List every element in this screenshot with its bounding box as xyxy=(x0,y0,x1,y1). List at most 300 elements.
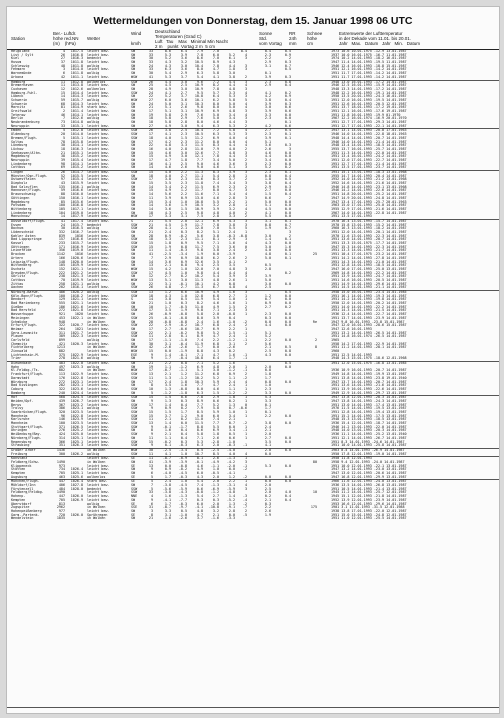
cell-wind-speed: 25 xyxy=(148,83,153,88)
cell-sonne: 0.1 xyxy=(264,410,271,414)
cell-wind-speed: 11 xyxy=(148,417,153,422)
cell-max: 10.3 xyxy=(194,379,203,384)
cell-tau: 3.7 xyxy=(180,74,187,79)
cell-wind-speed: 3 xyxy=(150,508,153,513)
cell-wind-dir: SW xyxy=(131,154,136,159)
cell-tau: 0.3 xyxy=(180,301,187,306)
cell-tau: 2.5 xyxy=(180,128,187,133)
cell-wind-speed: 18 xyxy=(148,210,153,215)
cell-rr: 0.3 xyxy=(284,143,291,148)
cell-wind-speed: 26 xyxy=(148,128,153,133)
cell-wind-dir: WSW xyxy=(131,214,138,219)
weather-table xyxy=(7,50,499,521)
cell-luft: 4.1 xyxy=(164,161,171,166)
cell-min: 2.0 xyxy=(212,443,219,448)
cell-min-nacht: 4 xyxy=(244,270,247,275)
cell-wind-speed: 22 xyxy=(148,330,153,335)
cell-wetter: leicht bew. xyxy=(87,241,110,246)
cell-min: 4.6 xyxy=(212,386,219,391)
cell-max: 2.4 xyxy=(196,319,203,324)
header-temperaturen: Deutschland Temperaturen (Grad C) Luft Tau Max Minimal Min Nacht 2 m punkt Vortag 2 m 5 cm xyxy=(155,29,228,49)
cell-min-5cm: 0.7 xyxy=(228,406,235,411)
cell-sonne: 5.6 xyxy=(264,341,271,346)
cell-rr: 0.0 xyxy=(284,352,291,357)
cell-min: 7.9 xyxy=(212,146,219,151)
cell-luftdruck: 1011.8 xyxy=(70,71,83,76)
cell-min-5cm: 1.7 xyxy=(228,356,235,361)
cell-rr: 0.4 xyxy=(284,173,291,178)
cell-station: Manschnow xyxy=(11,214,30,219)
cell-tau: -1.7 xyxy=(178,424,187,429)
cell-extremwerte: 1951 13.2 14.01.1993 -26.5 14.01.1987 xyxy=(331,330,407,335)
cell-tau: 1.2 xyxy=(180,372,187,377)
cell-min-nacht: 3 xyxy=(244,120,247,125)
cell-wetter: leicht bew. xyxy=(87,109,110,113)
cell-min-nacht: -2 xyxy=(242,390,247,395)
cell-schnee: Re xyxy=(312,319,317,324)
cell-tau: 1.8 xyxy=(180,379,187,384)
cell-extremwerte: 1951 12.0 16.01.1993 -19.5 14.01.1987 xyxy=(331,97,407,102)
cell-tau: 0.4 xyxy=(180,432,187,437)
cell-sonne: 3.9 xyxy=(264,109,271,113)
cell-station: Lindenberg xyxy=(11,161,32,166)
cell-luft: 5.3 xyxy=(164,74,171,79)
cell-tau: -1.8 xyxy=(178,390,187,395)
cell-rr: 0.7 xyxy=(284,226,291,231)
cell-station: Potsdam xyxy=(11,203,26,208)
cell-min-5cm: -0.3 xyxy=(226,233,235,238)
cell-min-5cm: 1.6 xyxy=(228,241,235,246)
cell-min: 2.0 xyxy=(212,474,219,479)
cell-min-nacht: 3 xyxy=(244,459,247,464)
cell-min-5cm: 1.3 xyxy=(228,501,235,506)
cell-station: Leinefelde xyxy=(11,248,32,253)
cell-min-nacht: 1 xyxy=(244,312,247,317)
cell-min-5cm: 2.4 xyxy=(228,323,235,328)
cell-extremwerte: 1951 12.7 17.01.1993 -29.3 14.01.1987 xyxy=(331,120,407,125)
cell-min-nacht: -1 xyxy=(242,443,247,448)
cell-min-nacht: 1 xyxy=(244,479,247,484)
cell-sonne: 4.2 xyxy=(264,123,271,128)
cell-schnee: 80 xyxy=(312,459,317,464)
cell-wetter: leicht bew. xyxy=(87,248,110,253)
cell-hoehe: 33 xyxy=(60,123,65,128)
cell-hoehe: 813 xyxy=(58,501,65,506)
cell-station: Hamburg xyxy=(11,79,26,84)
cell-wind-speed: 15 xyxy=(148,266,153,271)
cell-rr: 0.4 xyxy=(284,494,291,499)
cell-tau: 2.7 xyxy=(180,285,187,290)
cell-extremwerte: 1951 12.8 14.01.1993 -19.4 13.01.1987 xyxy=(331,410,407,414)
cell-wind-dir: SW xyxy=(131,319,136,324)
cell-max: 9.8 xyxy=(196,270,203,275)
cell-sonne: 2.9 xyxy=(264,60,271,65)
cell-luft: -2.6 xyxy=(162,345,171,350)
cell-wetter: leicht bew. xyxy=(87,263,110,268)
cell-wetter: leicht bew. xyxy=(87,214,110,219)
cell-min-5cm: -4.8 xyxy=(226,490,235,495)
cell-hoehe: 375 xyxy=(58,352,65,357)
cell-min-nacht: 3 xyxy=(244,79,247,84)
cell-extremwerte: 1949 14.8 14.01.1993 -19.9 13.01.1987 xyxy=(331,372,407,377)
cell-luft: 2.1 xyxy=(164,417,171,422)
cell-tau: -3.9 xyxy=(178,459,187,464)
cell-max: 4.8 xyxy=(196,508,203,513)
cell-luftdruck: 1014.0 xyxy=(70,132,83,137)
cell-wind-speed: 19 xyxy=(148,112,153,117)
cell-min-5cm: -0.3 xyxy=(226,443,235,448)
cell-min-5cm: 1.4 xyxy=(228,494,235,499)
cell-max: 10.5 xyxy=(194,132,203,137)
cell-min-5cm: -3.1 xyxy=(226,483,235,488)
cell-rr: 0.0 xyxy=(284,157,291,162)
cell-hoehe: 320 xyxy=(58,410,65,414)
cell-sonne: 0.0 xyxy=(264,479,271,484)
cell-wetter: leicht bew. xyxy=(87,494,110,499)
cell-rr: 2 xyxy=(288,233,291,238)
cell-min-5cm: 5.3 xyxy=(228,123,235,128)
cell-min-nacht: -0.8 xyxy=(238,233,247,238)
cell-sonne: 2.7 xyxy=(264,128,271,133)
cell-min-nacht: 1 xyxy=(244,413,247,418)
cell-min: 1.0 xyxy=(212,467,219,472)
cell-wind-speed: 28 xyxy=(148,226,153,231)
cell-wind-dir: SSW xyxy=(131,432,138,437)
cell-min-5cm: 4.0 xyxy=(228,210,235,215)
cell-extremwerte: 1936 10.9 16.01.1993 -20.7 14.01.1987 xyxy=(331,368,407,373)
cell-max: 10.5 xyxy=(194,203,203,208)
cell-wind-speed: 24 xyxy=(148,90,153,95)
cell-wind-speed: 17 xyxy=(148,337,153,342)
cell-luft: -1.1 xyxy=(162,337,171,342)
cell-luftdruck: 1021.1 xyxy=(70,266,83,271)
cell-extremwerte: 1951 10.4 17.01.1975 -23.2 14.01.1987 xyxy=(331,252,407,257)
cell-rr: 0.0 xyxy=(284,301,291,306)
cell-extremwerte: 1947 13.2 14.01.1993 -23.0 13.01.1987 xyxy=(331,467,407,472)
cell-wetter: leicht bew. xyxy=(87,361,110,366)
cell-wetter: leicht bew. xyxy=(87,443,110,448)
cell-wind-dir: SW xyxy=(131,263,136,268)
cell-tau: 0.9 xyxy=(180,241,187,246)
cell-hoehe: 59 xyxy=(60,188,65,193)
cell-luftdruck: 1014.0 xyxy=(70,67,83,72)
cell-rr: 0.4 xyxy=(284,192,291,197)
cell-luftdruck: 1019.9 xyxy=(70,277,83,282)
cell-extremwerte: 1951 10.0 14.01.1993 -25.8 14.01.1987 xyxy=(331,443,407,448)
cell-luft: 2.7 xyxy=(164,274,171,279)
cell-sonne: 2.3 xyxy=(264,116,271,121)
cell-station: Feldberg/Schw. xyxy=(11,459,40,464)
cell-station: Neuruppin xyxy=(11,123,30,128)
cell-wetter: leicht bew. xyxy=(87,293,110,298)
cell-max: 7.1 xyxy=(196,435,203,440)
cell-station: Magdeburg xyxy=(11,154,30,159)
cell-sonne: 2.2 xyxy=(264,56,271,61)
cell-rr: 0.5 xyxy=(284,345,291,350)
cell-rr: 0.0 xyxy=(284,206,291,211)
cell-hoehe: 264 xyxy=(58,326,65,331)
cell-min: 6.9 xyxy=(212,428,219,433)
cell-min: 7.8 xyxy=(212,86,219,91)
cell-hoehe: 322 xyxy=(58,386,65,391)
cell-luftdruck: 1016.8 xyxy=(70,203,83,208)
cell-wind-speed: 16 xyxy=(148,161,153,166)
cell-rr: 0.9 xyxy=(284,52,291,57)
cell-wetter: leicht bew. xyxy=(87,139,110,144)
cell-luft: 0.0 xyxy=(164,349,171,353)
cell-extremwerte: 1947 13.0 12.01.1993 -20.6 14.01.1987 xyxy=(331,471,407,475)
cell-min-nacht: 1 xyxy=(244,432,247,437)
cell-min: -0.5 xyxy=(210,471,219,475)
cell-wind-dir: SW xyxy=(131,356,136,361)
cell-hoehe: 38 xyxy=(60,154,65,159)
cell-sonne: 3.1 xyxy=(264,218,271,223)
cell-min-nacht: 2 xyxy=(244,508,247,513)
cell-sonne: 2.2 xyxy=(264,337,271,342)
cell-min-5cm: 3.6 xyxy=(228,161,235,166)
cell-extremwerte: 1947 13.8 14.01.1993 -24.3 14.01.1987 xyxy=(331,398,407,403)
cell-hoehe: 258 xyxy=(58,281,65,286)
cell-luftdruck: 1026.0 xyxy=(70,512,83,517)
cell-rr: 0.2 xyxy=(284,165,291,170)
cell-sonne: 2.3 xyxy=(264,52,271,57)
cell-sonne: 0.2 xyxy=(264,494,271,499)
cell-min-nacht: -1 xyxy=(242,463,247,468)
cell-tau: 1.0 xyxy=(180,270,187,275)
cell-min-5cm: 0.0 xyxy=(228,424,235,429)
cell-wind-dir: SW xyxy=(131,184,136,189)
cell-wetter: leicht bew. xyxy=(87,165,110,170)
cell-wind-speed: 21 xyxy=(148,516,153,521)
cell-luftdruck: 1025.1 xyxy=(70,435,83,440)
cell-min-nacht: -2 xyxy=(242,474,247,479)
cell-extremwerte: 1950 13.5 20.01.1993 -24.3 16.01.1987 xyxy=(331,94,407,99)
cell-luft: 8.6 xyxy=(164,49,171,53)
cell-wind-speed: 9 xyxy=(150,443,153,448)
cell-extremwerte: 1951 14.3 14.01.1993 -21.0 14.01.1987 xyxy=(331,259,407,264)
cell-wetter: in Wolken xyxy=(87,315,106,320)
cell-luftdruck: 1026.4 xyxy=(70,467,83,472)
cell-max: 7.7 xyxy=(196,383,203,388)
cell-max: 11.6 xyxy=(194,192,203,197)
cell-min-nacht: 1 xyxy=(244,301,247,306)
cell-station: Kl.Feldbg./Ts. xyxy=(11,368,40,373)
cell-station: Brocken xyxy=(11,252,26,257)
cell-min-5cm: 3.0 xyxy=(228,71,235,76)
cell-tau: 3.2 xyxy=(180,60,187,65)
cell-station: Münster/Osn.Flugh. xyxy=(11,173,48,178)
cell-min-5cm: 2.2 xyxy=(228,199,235,204)
cell-hoehe: 85 xyxy=(60,199,65,204)
cell-tau: -0.3 xyxy=(178,474,187,479)
cell-luft: 5.1 xyxy=(164,277,171,282)
cell-max: 10.8 xyxy=(194,356,203,361)
cell-wind-dir: SSW xyxy=(131,270,138,275)
cell-rr: 0.1 xyxy=(284,135,291,140)
cell-luftdruck: 1015.7 xyxy=(70,241,83,246)
cell-min-nacht: 3 xyxy=(244,237,247,242)
cell-tau: 1.0 xyxy=(180,293,187,298)
cell-station: Trolsy xyxy=(11,406,24,411)
cell-station: Öhringen xyxy=(11,428,28,433)
cell-min-nacht: 3 xyxy=(244,154,247,159)
cell-wind-dir: SSW xyxy=(131,135,138,140)
cell-max: 9.8 xyxy=(196,105,203,110)
cell-min: 6.9 xyxy=(212,135,219,140)
cell-wind-speed: 13 xyxy=(148,463,153,468)
cell-station: Cottbus xyxy=(11,165,26,170)
cell-wind-speed: 33 xyxy=(148,60,153,65)
cell-luft: 1.2 xyxy=(164,290,171,294)
cell-hoehe: 486 xyxy=(58,290,65,294)
cell-wind-dir: SW xyxy=(131,459,136,464)
cell-hoehe: 5 xyxy=(62,135,65,140)
cell-tau: -0.8 xyxy=(178,463,187,468)
cell-max: 8.9 xyxy=(196,334,203,339)
cell-station: Helgoland xyxy=(11,49,30,53)
cell-min: 0.0 xyxy=(212,345,219,350)
cell-hoehe: 332 xyxy=(58,230,65,234)
cell-min-nacht: -2 xyxy=(242,319,247,324)
cell-max: 12.6 xyxy=(194,150,203,155)
cell-min-5cm: 2.3 xyxy=(228,308,235,313)
cell-wind-dir: WSW xyxy=(131,345,138,350)
cell-station: Schleswig xyxy=(11,63,30,68)
cell-min-nacht: 4 xyxy=(244,101,247,106)
cell-rr: 0.1 xyxy=(284,237,291,242)
cell-wind-speed: 28 xyxy=(148,233,153,238)
cell-min: 6.3 xyxy=(212,132,219,137)
cell-tau: 1.6 xyxy=(180,383,187,388)
cell-extremwerte: 1951 14.9 14.01.1993 -29.6 14.01.1987 xyxy=(331,281,407,286)
cell-wetter: in Wolken xyxy=(87,447,106,452)
cell-extremwerte: 1952 13.9 12.01.1993 -23.9 14.01.1987 xyxy=(331,497,407,502)
cell-extremwerte: 1951 12.1 16.01.1993 -14.2 14.01.1987 xyxy=(331,67,407,72)
cell-wetter: leicht bew. xyxy=(87,259,110,264)
cell-sonne: 2.7 xyxy=(264,435,271,440)
cell-rr: 0.6 xyxy=(284,123,291,128)
cell-station: Magdeburg xyxy=(11,199,30,204)
cell-wind-speed: 5 xyxy=(150,390,153,395)
cell-sonne: 2.9 xyxy=(264,184,271,189)
cell-extremwerte: 1953 16.6 12.01.1993 -29.6 14.01.1987 xyxy=(331,501,407,506)
cell-tau: -0.2 xyxy=(178,330,187,335)
cell-extremwerte: 1960 xyxy=(331,349,340,353)
cell-tau: 0.2 xyxy=(180,406,187,411)
cell-extremwerte: 1951 13.4 16.01.1993 -24.2 14.01.1987 xyxy=(331,154,407,159)
cell-min: 7.2 xyxy=(212,79,219,84)
cell-min: 4.7 xyxy=(212,67,219,72)
cell-tau: 2.5 xyxy=(180,210,187,215)
cell-wetter: leicht bew. xyxy=(87,390,110,395)
cell-hoehe: 484 xyxy=(58,486,65,491)
cell-wind-speed: 11 xyxy=(148,375,153,380)
cell-wetter: leicht bew. xyxy=(87,383,110,388)
cell-max: 7.9 xyxy=(196,49,203,53)
cell-tau: 1.0 xyxy=(180,199,187,204)
cell-luftdruck: 1028.0 xyxy=(70,486,83,491)
cell-station: Lüchow xyxy=(11,146,24,151)
cell-extremwerte: 1948 12.2 16.01.1993 -19.1 14.01.1987 xyxy=(331,90,407,95)
cell-wind-dir: SSW xyxy=(131,395,138,400)
cell-min-5cm: 1.6 xyxy=(228,290,235,294)
cell-luftdruck: 1015.1 xyxy=(70,150,83,155)
cell-luft: 1.4 xyxy=(164,421,171,426)
cell-wind-dir: SSW xyxy=(131,128,138,133)
cell-hoehe: 105 xyxy=(58,263,65,268)
cell-rr: 0.2 xyxy=(284,270,291,275)
cell-extremwerte: 1958 15.0 16.01.1993 -23.4 14.01.1985 xyxy=(331,290,407,294)
cell-max: 10.9 xyxy=(194,109,203,113)
cell-min-5cm: 0.8 xyxy=(228,281,235,286)
cell-extremwerte: 1946 12.4 16.01.1993 -18.8 15.01.1987 xyxy=(331,63,407,68)
cell-station: Frankfurt/Flugh. xyxy=(11,372,44,377)
cell-sonne: 3.9 xyxy=(264,101,271,106)
cell-tau: 2.2 xyxy=(180,184,187,189)
cell-wetter: leicht bew. xyxy=(87,123,110,128)
cell-min-5cm: 1.1 xyxy=(228,375,235,380)
cell-wind-speed: 15 xyxy=(148,188,153,193)
cell-wind-speed: 11 xyxy=(148,248,153,253)
cell-wind-dir: SE xyxy=(131,474,136,479)
cell-wetter: leicht bew. xyxy=(87,157,110,162)
cell-max: 7.1 xyxy=(196,352,203,357)
cell-wetter: leicht bew. xyxy=(87,67,110,72)
cell-luftdruck: 1016.1 xyxy=(70,285,83,290)
cell-wind-speed: 11 xyxy=(148,451,153,456)
cell-min: 3.8 xyxy=(212,248,219,253)
cell-extremwerte: 1947 12.6 16.01.1993 xyxy=(331,326,372,331)
cell-wetter: wolkig xyxy=(87,71,100,76)
cell-rr: 0.3 xyxy=(284,101,291,106)
cell-station: Klippeneck xyxy=(11,463,32,468)
cell-station: Fürstenzell xyxy=(11,486,34,491)
cell-tau: -3.4 xyxy=(178,252,187,257)
cell-min-5cm: -4.1 xyxy=(226,471,235,475)
cell-min: 4.8 xyxy=(212,277,219,282)
cell-luft: -1.6 xyxy=(162,516,171,521)
cell-min-5cm: 4.0 xyxy=(228,135,235,140)
cell-tau: 2.1 xyxy=(180,226,187,231)
cell-min-nacht: 1 xyxy=(244,203,247,208)
cell-max: 11.7 xyxy=(194,222,203,227)
cell-luft: 4.9 xyxy=(164,123,171,128)
cell-tau: 2.5 xyxy=(180,83,187,88)
cell-tau: 3.0 xyxy=(180,79,187,84)
cell-min: 5.9 xyxy=(212,379,219,384)
cell-hoehe: 977 xyxy=(58,508,65,513)
cell-station: Großer Arber xyxy=(11,447,36,452)
cell-wind-speed: 14 xyxy=(148,184,153,189)
cell-extremwerte: 1952 14.6 14.01.1993 -21.6 14.01.1987 xyxy=(331,181,407,186)
cell-min: -2.5 xyxy=(210,447,219,452)
cell-luftdruck: 1019.0 xyxy=(70,210,83,215)
cell-luftdruck: 1021.3 xyxy=(70,274,83,279)
cell-wind-dir: SSW xyxy=(131,237,138,242)
cell-wetter: in Wolken xyxy=(87,459,106,464)
cell-rr: 0.0 xyxy=(284,210,291,215)
cell-max: 9.5 xyxy=(196,241,203,246)
cell-station: Zugspitze xyxy=(11,505,30,510)
cell-wetter: leicht bew. xyxy=(87,297,110,302)
cell-wetter: wolkenlos xyxy=(87,474,106,479)
cell-luftdruck: 1016.5 xyxy=(70,226,83,231)
cell-max: 9.0 xyxy=(196,413,203,418)
cell-luftdruck: 1014.3 xyxy=(70,94,83,99)
cell-hoehe: 98 xyxy=(60,161,65,166)
cell-wind-dir: SSW xyxy=(131,170,138,174)
cell-extremwerte: 1948 14.3 15.01.1975 -18.6 12.01.1968 xyxy=(331,356,407,361)
